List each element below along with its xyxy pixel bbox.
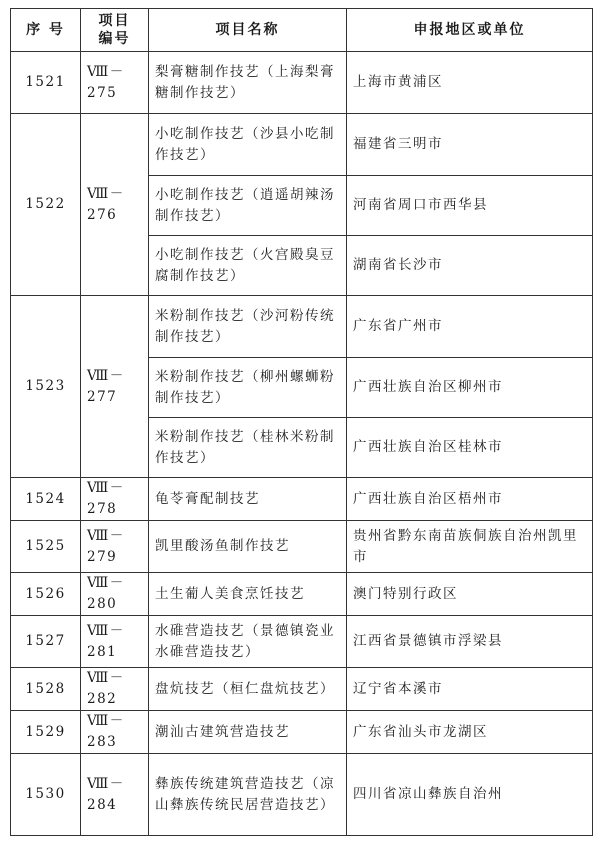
cell-project-name: 米粉制作技艺（柳州螺蛳粉制作技艺） [149, 358, 347, 418]
cell-code: Ⅷ－275 [81, 52, 149, 114]
cell-code: Ⅷ－280 [81, 573, 149, 616]
cell-region: 广东省汕头市龙湖区 [347, 711, 593, 754]
table-row [11, 521, 593, 573]
table-row [11, 52, 593, 114]
table-row [11, 754, 593, 836]
header-unit: 申报地区或单位 [347, 9, 593, 52]
header-code-line2: 编号 [98, 31, 131, 47]
cell-seq: 1528 [11, 668, 81, 711]
cell-project-name: 潮汕古建筑营造技艺 [149, 711, 347, 754]
cell-seq: 1529 [11, 711, 81, 754]
heritage-list-table [10, 8, 593, 836]
cell-seq: 1527 [11, 616, 81, 668]
cell-seq: 1521 [11, 52, 81, 114]
table-row [11, 114, 593, 176]
cell-code: Ⅷ－277 [81, 296, 149, 478]
table-row [11, 296, 593, 358]
cell-region: 上海市黄浦区 [347, 52, 593, 114]
cell-project-name: 小吃制作技艺（沙县小吃制作技艺） [149, 114, 347, 176]
cell-code: Ⅷ－276 [81, 114, 149, 296]
table-row [11, 478, 593, 521]
cell-region: 广西壮族自治区梧州市 [347, 478, 593, 521]
cell-region: 河南省周口市西华县 [347, 176, 593, 236]
cell-code: Ⅷ－281 [81, 616, 149, 668]
cell-code: Ⅷ－279 [81, 521, 149, 573]
cell-region: 澳门特别行政区 [347, 573, 593, 616]
cell-region: 广东省广州市 [347, 296, 593, 358]
cell-seq: 1530 [11, 754, 81, 836]
cell-project-name: 米粉制作技艺（沙河粉传统制作技艺） [149, 296, 347, 358]
cell-project-name: 彝族传统建筑营造技艺（凉山彝族传统民居营造技艺） [149, 754, 347, 836]
header-seq: 序 号 [11, 9, 81, 52]
cell-region: 福建省三明市 [347, 114, 593, 176]
cell-project-name: 水碓营造技艺（景德镇瓷业水碓营造技艺） [149, 616, 347, 668]
table-row [11, 616, 593, 668]
cell-project-name: 土生葡人美食烹饪技艺 [149, 573, 347, 616]
cell-region: 广西壮族自治区柳州市 [347, 358, 593, 418]
cell-region: 广西壮族自治区桂林市 [347, 418, 593, 478]
table-header-row [11, 9, 593, 52]
cell-project-name: 小吃制作技艺（逍遥胡辣汤制作技艺） [149, 176, 347, 236]
cell-project-name: 龟苓膏配制技艺 [149, 478, 347, 521]
cell-project-name: 梨膏糖制作技艺（上海梨膏糖制作技艺） [149, 52, 347, 114]
table-row [11, 573, 593, 616]
cell-code: Ⅷ－278 [81, 478, 149, 521]
cell-region: 四川省凉山彝族自治州 [347, 754, 593, 836]
cell-project-name: 米粉制作技艺（桂林米粉制作技艺） [149, 418, 347, 478]
cell-seq: 1525 [11, 521, 81, 573]
cell-region: 湖南省长沙市 [347, 236, 593, 296]
cell-code: Ⅷ－282 [81, 668, 149, 711]
cell-region: 江西省景德镇市浮梁县 [347, 616, 593, 668]
cell-seq: 1523 [11, 296, 81, 478]
header-code [81, 9, 149, 52]
table-row [11, 711, 593, 754]
header-name: 项目名称 [149, 9, 347, 52]
cell-project-name: 盘炕技艺（桓仁盘炕技艺） [149, 668, 347, 711]
cell-seq: 1524 [11, 478, 81, 521]
table-body [11, 52, 593, 836]
table-row [11, 668, 593, 711]
cell-project-name: 小吃制作技艺（火宫殿臭豆腐制作技艺） [149, 236, 347, 296]
cell-region: 辽宁省本溪市 [347, 668, 593, 711]
cell-region: 贵州省黔东南苗族侗族自治州凯里市 [347, 521, 593, 573]
cell-code: Ⅷ－284 [81, 754, 149, 836]
cell-project-name: 凯里酸汤鱼制作技艺 [149, 521, 347, 573]
cell-code: Ⅷ－283 [81, 711, 149, 754]
header-code-line1: 项目 [98, 13, 131, 29]
cell-seq: 1526 [11, 573, 81, 616]
cell-seq: 1522 [11, 114, 81, 296]
